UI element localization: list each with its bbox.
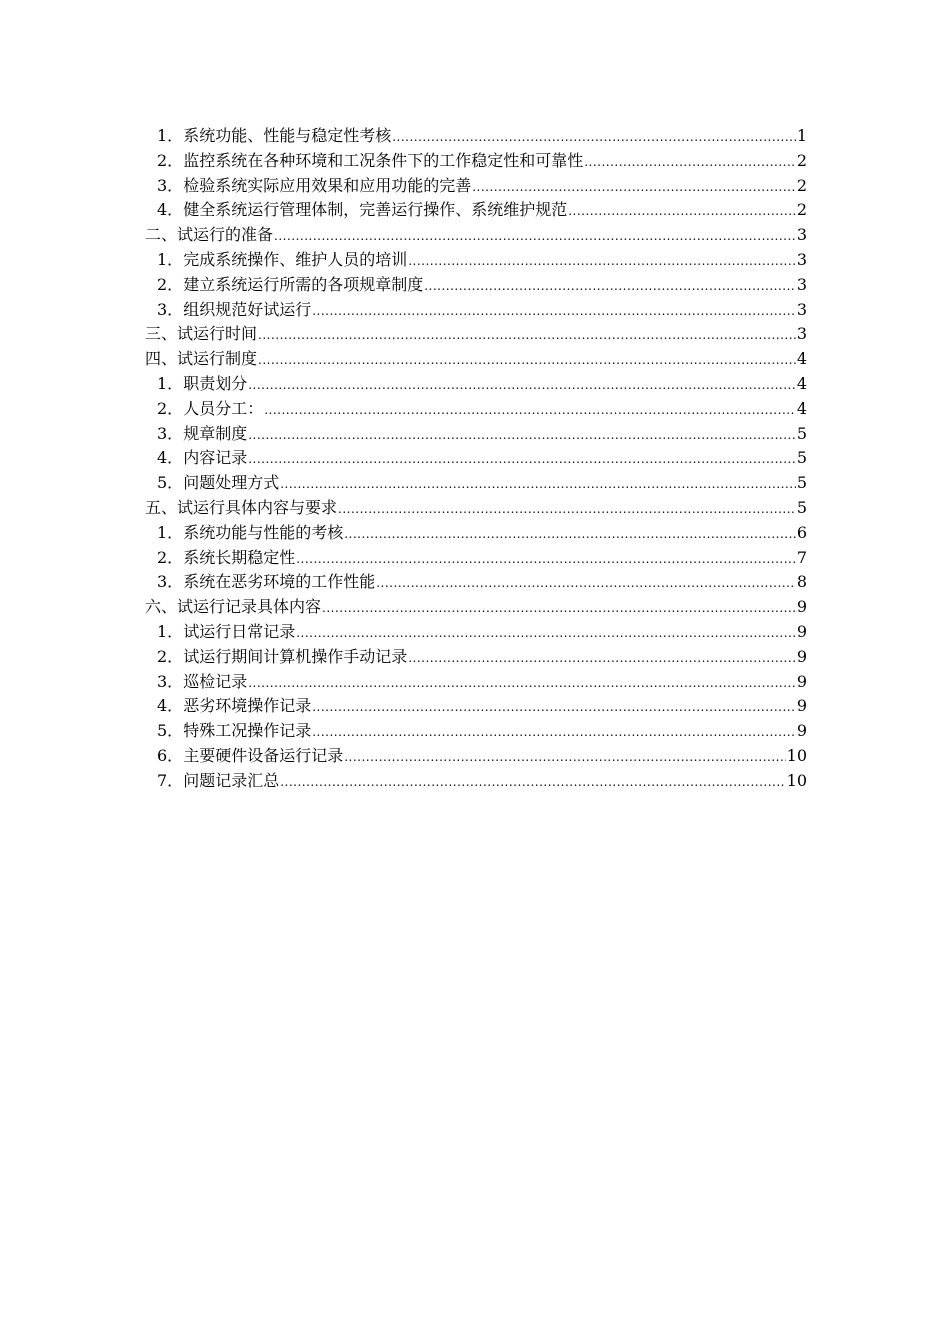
toc-entry[interactable] bbox=[145, 769, 807, 794]
toc-entry-title: 建立系统运行所需的各项规章制度 bbox=[183, 274, 424, 294]
toc-entry-page-number: 10 bbox=[786, 745, 807, 765]
toc-entry-title: 试运行日常记录 bbox=[183, 621, 296, 641]
toc-entry-page-number: 10 bbox=[786, 770, 807, 790]
dot-leader bbox=[376, 571, 796, 596]
toc-entry-title: 监控系统在各种环境和工况条件下的工作稳定性和可靠性 bbox=[183, 150, 584, 170]
toc-entry-page-number: 9 bbox=[796, 621, 807, 641]
toc-entry-number: 4． bbox=[157, 200, 184, 220]
toc-entry[interactable] bbox=[145, 546, 807, 571]
toc-entry-page-number: 8 bbox=[796, 572, 807, 592]
dot-leader bbox=[584, 150, 796, 175]
dot-leader bbox=[258, 348, 796, 373]
dot-leader bbox=[248, 373, 796, 398]
toc-entry-number: 2． bbox=[157, 398, 184, 418]
dot-leader bbox=[408, 249, 796, 274]
dot-leader bbox=[472, 175, 796, 200]
toc-entry[interactable] bbox=[145, 471, 807, 496]
toc-entry-number: 二、 bbox=[145, 225, 178, 245]
dot-leader bbox=[424, 274, 796, 299]
toc-entry-number: 2． bbox=[157, 274, 184, 294]
toc-entry[interactable] bbox=[145, 273, 807, 298]
toc-entry-page-number: 5 bbox=[796, 473, 807, 493]
toc-entry[interactable] bbox=[145, 446, 807, 471]
toc-entry-number: 五、 bbox=[145, 497, 178, 517]
dot-leader bbox=[280, 472, 796, 497]
toc-entry-page-number: 3 bbox=[796, 249, 807, 269]
dot-leader bbox=[312, 695, 796, 720]
toc-entry-title: 问题处理方式 bbox=[183, 473, 280, 493]
toc-entry-number: 4． bbox=[157, 448, 184, 468]
toc-entry[interactable] bbox=[145, 124, 807, 149]
toc-entry-title: 试运行期间计算机操作手动记录 bbox=[183, 646, 408, 666]
toc-entry-number: 4． bbox=[157, 696, 184, 716]
dot-leader bbox=[248, 671, 796, 696]
dot-leader bbox=[408, 646, 796, 671]
toc-entry-number: 三、 bbox=[145, 324, 178, 344]
table-of-contents bbox=[145, 124, 807, 794]
toc-entry-title: 试运行的准备 bbox=[177, 225, 274, 245]
toc-entry-title: 主要硬件设备运行记录 bbox=[183, 745, 344, 765]
dot-leader bbox=[258, 323, 796, 348]
toc-entry[interactable] bbox=[145, 744, 807, 769]
toc-entry[interactable] bbox=[145, 645, 807, 670]
dot-leader bbox=[344, 522, 796, 547]
toc-entry[interactable] bbox=[145, 670, 807, 695]
toc-entry-number: 3． bbox=[157, 572, 184, 592]
dot-leader bbox=[312, 299, 796, 324]
toc-entry-page-number: 3 bbox=[796, 274, 807, 294]
toc-entry-title: 恶劣环境操作记录 bbox=[183, 696, 312, 716]
toc-entry-number: 六、 bbox=[145, 597, 178, 617]
toc-entry-page-number: 2 bbox=[796, 150, 807, 170]
toc-entry-page-number: 4 bbox=[796, 373, 807, 393]
toc-entry-number: 7． bbox=[157, 770, 184, 790]
toc-entry-page-number: 9 bbox=[796, 671, 807, 691]
toc-entry[interactable] bbox=[145, 298, 807, 323]
toc-entry-number: 1． bbox=[157, 249, 184, 269]
toc-entry-page-number: 3 bbox=[796, 225, 807, 245]
toc-entry-number: 3． bbox=[157, 299, 184, 319]
toc-entry-number: 2． bbox=[157, 547, 184, 567]
toc-entry-page-number: 2 bbox=[796, 175, 807, 195]
dot-leader bbox=[296, 547, 796, 572]
toc-entry-title: 巡检记录 bbox=[183, 671, 248, 691]
toc-entry-number: 1． bbox=[157, 522, 184, 542]
toc-entry-number: 1． bbox=[157, 373, 184, 393]
toc-entry-page-number: 3 bbox=[796, 324, 807, 344]
toc-entry[interactable] bbox=[145, 422, 807, 447]
dot-leader bbox=[274, 224, 796, 249]
toc-entry-page-number: 5 bbox=[796, 497, 807, 517]
toc-entry-title: 系统功能与性能的考核 bbox=[183, 522, 344, 542]
toc-entry-page-number: 4 bbox=[796, 398, 807, 418]
toc-entry-page-number: 9 bbox=[796, 646, 807, 666]
toc-entry-page-number: 5 bbox=[796, 448, 807, 468]
toc-entry-number: 1． bbox=[157, 621, 184, 641]
toc-entry-number: 四、 bbox=[145, 349, 178, 369]
toc-entry[interactable] bbox=[145, 372, 807, 397]
toc-entry-page-number: 3 bbox=[796, 299, 807, 319]
toc-entry-title: 系统长期稳定性 bbox=[183, 547, 296, 567]
toc-entry-number: 6． bbox=[157, 745, 184, 765]
toc-entry[interactable] bbox=[145, 397, 807, 422]
toc-entry-number: 3． bbox=[157, 671, 184, 691]
toc-entry-number: 3． bbox=[157, 175, 184, 195]
toc-entry[interactable] bbox=[145, 521, 807, 546]
toc-entry-page-number: 6 bbox=[796, 522, 807, 542]
toc-entry-title: 系统在恶劣环境的工作性能 bbox=[183, 572, 376, 592]
toc-entry-title: 试运行具体内容与要求 bbox=[177, 497, 338, 517]
dot-leader bbox=[264, 398, 796, 423]
toc-entry-page-number: 4 bbox=[796, 349, 807, 369]
toc-entry-number: 2． bbox=[157, 646, 184, 666]
toc-entry-page-number: 2 bbox=[796, 200, 807, 220]
toc-entry-title: 试运行记录具体内容 bbox=[177, 597, 322, 617]
toc-entry[interactable] bbox=[145, 248, 807, 273]
toc-entry[interactable] bbox=[145, 719, 807, 744]
dot-leader bbox=[392, 125, 796, 150]
toc-entry-title: 完成系统操作、维护人员的培训 bbox=[183, 249, 408, 269]
toc-entry-title: 内容记录 bbox=[183, 448, 248, 468]
toc-entry-title: 职责划分 bbox=[183, 373, 248, 393]
toc-entry[interactable] bbox=[145, 570, 807, 595]
toc-entry[interactable] bbox=[145, 198, 807, 223]
dot-leader bbox=[248, 423, 796, 448]
toc-entry-title: 检验系统实际应用效果和应用功能的完善 bbox=[183, 175, 472, 195]
toc-entry-page-number: 9 bbox=[796, 597, 807, 617]
dot-leader bbox=[312, 720, 796, 745]
toc-entry-title: 规章制度 bbox=[183, 423, 248, 443]
toc-entry[interactable] bbox=[145, 223, 807, 248]
toc-entry-title: 人员分工： bbox=[183, 398, 264, 418]
toc-entry[interactable] bbox=[145, 347, 807, 372]
toc-entry-title: 问题记录汇总 bbox=[183, 770, 280, 790]
toc-entry[interactable] bbox=[145, 322, 807, 347]
toc-entry-title: 健全系统运行管理体制，完善运行操作、系统维护规范 bbox=[183, 200, 568, 220]
dot-leader bbox=[322, 596, 796, 621]
toc-entry-title: 试运行时间 bbox=[177, 324, 258, 344]
toc-entry-page-number: 5 bbox=[796, 423, 807, 443]
toc-entry[interactable] bbox=[145, 694, 807, 719]
toc-entry[interactable] bbox=[145, 149, 807, 174]
dot-leader bbox=[296, 621, 796, 646]
toc-entry[interactable] bbox=[145, 620, 807, 645]
toc-entry[interactable] bbox=[145, 595, 807, 620]
toc-entry-number: 2． bbox=[157, 150, 184, 170]
dot-leader bbox=[568, 199, 796, 224]
toc-entry-page-number: 9 bbox=[796, 721, 807, 741]
dot-leader bbox=[338, 497, 796, 522]
toc-entry-page-number: 9 bbox=[796, 696, 807, 716]
dot-leader bbox=[344, 745, 785, 770]
toc-entry-page-number: 7 bbox=[796, 547, 807, 567]
toc-entry-title: 系统功能、性能与稳定性考核 bbox=[183, 126, 392, 145]
toc-entry-page-number: 1 bbox=[796, 126, 807, 145]
toc-entry-number: 1． bbox=[157, 126, 184, 145]
toc-entry-number: 3． bbox=[157, 423, 184, 443]
dot-leader bbox=[280, 770, 785, 795]
toc-entry-title: 特殊工况操作记录 bbox=[183, 721, 312, 741]
toc-entry-number: 5． bbox=[157, 721, 184, 741]
toc-entry[interactable] bbox=[145, 496, 807, 521]
dot-leader bbox=[248, 447, 796, 472]
toc-entry-title: 试运行制度 bbox=[177, 349, 258, 369]
toc-entry-title: 组织规范好试运行 bbox=[183, 299, 312, 319]
toc-entry[interactable] bbox=[145, 174, 807, 199]
toc-entry-number: 5． bbox=[157, 473, 184, 493]
